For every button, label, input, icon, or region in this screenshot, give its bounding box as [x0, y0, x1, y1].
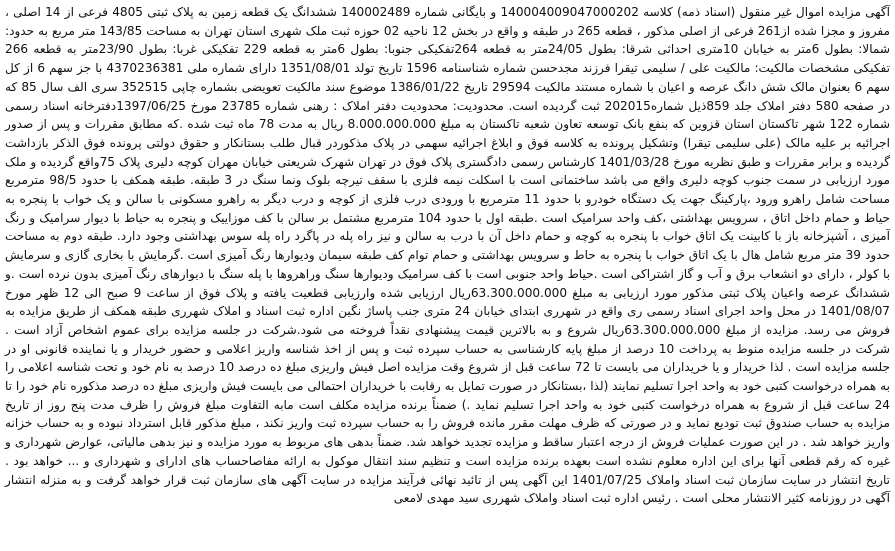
notice-body-text: آگهی مزایده اموال غیر منقول (اسناد ذمه) کلاسه 140004009047000202 و بایگانی شماره 140002489 ششدانگ یک قطعه زمین به پلاک ثبتی 4805 فرعی از 14 اصلی ، مفروز و مجزا شده از261 فرعی از اصلی مذکور ، قطعه 265 در طبقه و واقع در بخش 12 ناحیه 02 حوزه ثبت ملک شهری استان تهران به مساحت 143/85 متر مربع به حدود: شمالا: بطول 6متر به خیابان 10متری احداثی شرقا: بطول 24/05متر به قطعه 264تفکیکی جنوبا: بطول 6متر به قطعه 229 تفکیکی غربا: بطول 23/90متر به قطعه 266 تفکیکی مشخصات مالکیت: مالکیت علی / سلیمی تیقرا فرزند مجدحسن شماره شناسنامه 1596 تاریخ تولد 1351/08/01 دارای شماره ملی 4370236381 با جز سهم 6 از کل سهم 6 بعنوان مالک شش دانگ عرصه و اعیان با شماره مستند مالکیت 29594 تاریخ 1386/01/22 موضوع سند مالکیت تعویضی بشماره چاپی 352515 سری الف سال 85 که در صفحه 580 دفتر املاک جلد 859ذیل شماره202015 ثبت گردیده است. محدودیت: محدودیت دفتر املاک : رهنی شماره 23785 مورخ 1397/06/25دفترخانه اسناد رسمی شماره 122 شهر تاکستان استان قزوین که بنفع بانک توسعه تعاون شعبه تاکستان به مبلغ 8.000.000.000 ریال به مدت 78 ماه ثبت شده .که مطابق مقررات و پس از صدور اجرائیه بر علیه مالک (علی سلیمی تیقرا) وتشکیل پرونده به کلاسه فوق و ابلاغ اجرائیه سهمی در پلاک مذکوردر قبال طلب بستانکار و حقوق دولتی پرونده فوق الذکر بازداشت گردیده و برابر مقررات و طبق نظریه مورخ 1401/03/28 کارشناس رسمی دادگستری پلاک فوق در تهران شهرک شریعتی خیابان مهران کوچه دلیری پلاک 75واقع گردیده و ملک مورد ارزیابی در سمت جنوب کوچه دلیری واقع می باشد ساختمانی است با اسکلت نیمه فلزی با سقف تیرچه بلوک ونما سنگ در 3 طبقه. طبقه همکف با حدود 98/5 مترمربع مساحت شامل راهرو ورود ،پارکینگ جهت یک دستگاه خودرو با حدود 11 مترمربع با ورودی درب فلزی از کوچه و درب دیگر به راهرو مسکونی با سالن و یک خواب با پنجره به حیاط و حمام داخل اتاق ، سرویس بهداشتی ،کف واحد سرامیک است .طبقه اول با حدود 104 مترمربع مشتمل بر سالن با کف موزاییک و پنجره به حیاط با دیوار سرامیک و رنگ آمیزی ، آشپزخانه باز با کابینت یک اتاق خواب با پنجره به کوچه و حمام داخل آن با درب به سالن و نیز راه پله در پاگرد راه پله سوس بهداشتی وجود دارد. طبقه دوم به مساحت حدود 39 متر مربع شامل هال با یک اتاق خواب با پنجره به حاط و سرویس بهداشتی و حمام توام کف طبقه سیمان ودیوارها رنگ آمیزی است .گرمایش با بخاری گازی و سرمایش با کولر ، دارای دو انشعاب برق و آب و گاز اشتراکی است .حیاط واحد جنوبی است با کف سرامیک ودیوارها سنگ وراهروها با پله سنگ با دیوارهای رنگ آمیزی بدون نرده است .و ششدانگ عرصه واعیان پلاک ثبتی مذکور مورد ارزیابی به مبلغ 63.300.000.000ریال ارزیابی شده وارزیابی قطعیت یافته و پلاک فوق از ساعت 9 صبح الی 12 ظهر مورخ 1401/08/07 در محل واحد اجرای اسناد رسمی ری واقع در شهرری ابتدای خیابان 24 متری جنب پاساژ نگین اداره ثبت اسناد و املاک شهرری طبقه همکف از طریق مزایده به فروش می رسد. مزایده از مبلغ 63.300.000.000ریال شروع و به بالاترین قیمت پیشنهادی نقداً فروخته می شود.شرکت در جلسه مزایده برای عموم اشخاص آزاد است . شرکت در جلسه مزایده منوط به پرداخت 10 درصد از مبلغ پایه کارشناسی به حساب سپرده ثبت و پس از اخذ شناسه واریز اعلامی و حضور خریدار و یا نماینده قانونی او در جلسه مزایده است . لذا خریدار و یا خریداران می بایست تا 72 ساعت قبل از شروع وقت مزایده اصل فیش واریزی مبلغ ده درصد 10 درصد به نام خود و تحت شناسه اعلامی را به همراه درخواست کتبی خود به واحد اجرا تسلیم نمایند (لذا ،بستانکار در صورت تمایل به رقابت با خریداران احتمالی می بایست فیش واریزی مبلغ ده درصد مذکوره نام خود را تا 24 ساعت قبل از شروع به همراه درخواست کتبی خود به واحد اجرا تسلیم نماید .) ضمناً برنده مزایده مکلف است مابه التفاوت مبلغ فروش را ظرف مدت پنج روز از تاریخ مزایده به حساب صندوق ثبت تودیع نماید و در صورتی که ظرف مهلت مقرر مانده فروش را به حساب سپرده ثبت واریز نکند ، مبلغ مذکور قابل استرداد نبوده و به حساب خزانه واریز خواهد شد . در این صورت عملیات فروش از درجه اعتبار ساقط و مزایده تجدید خواهد شد. ضمناً بدهی های مربوط به مورد مزایده و نیز بدهی مالیاتی، عوارض شهرداری و غیره که رقم قطعی آنها برای این اداره معلوم نشده است بعهده برنده مزایده است و تنظیم سند انتقال موکول به ارائه مفاصاحساب های ادارای و شهرداری و ... خواهد بود . تاریخ انتشار در سایت سازمان ثبت اسناد واملاک 1401/07/25 این آگهی پس از تائید نهائی فرآیند مزایده در سایت آگهی های سازمان ثبت قرار خواهد گرفت و به منزله انتشار آگهی در روزنامه کثیر الانتشار محلی است . رئیس اداره ثبت اسناد واملاک شهرری سید مهدی لامعی	[5, 5, 891, 506]
